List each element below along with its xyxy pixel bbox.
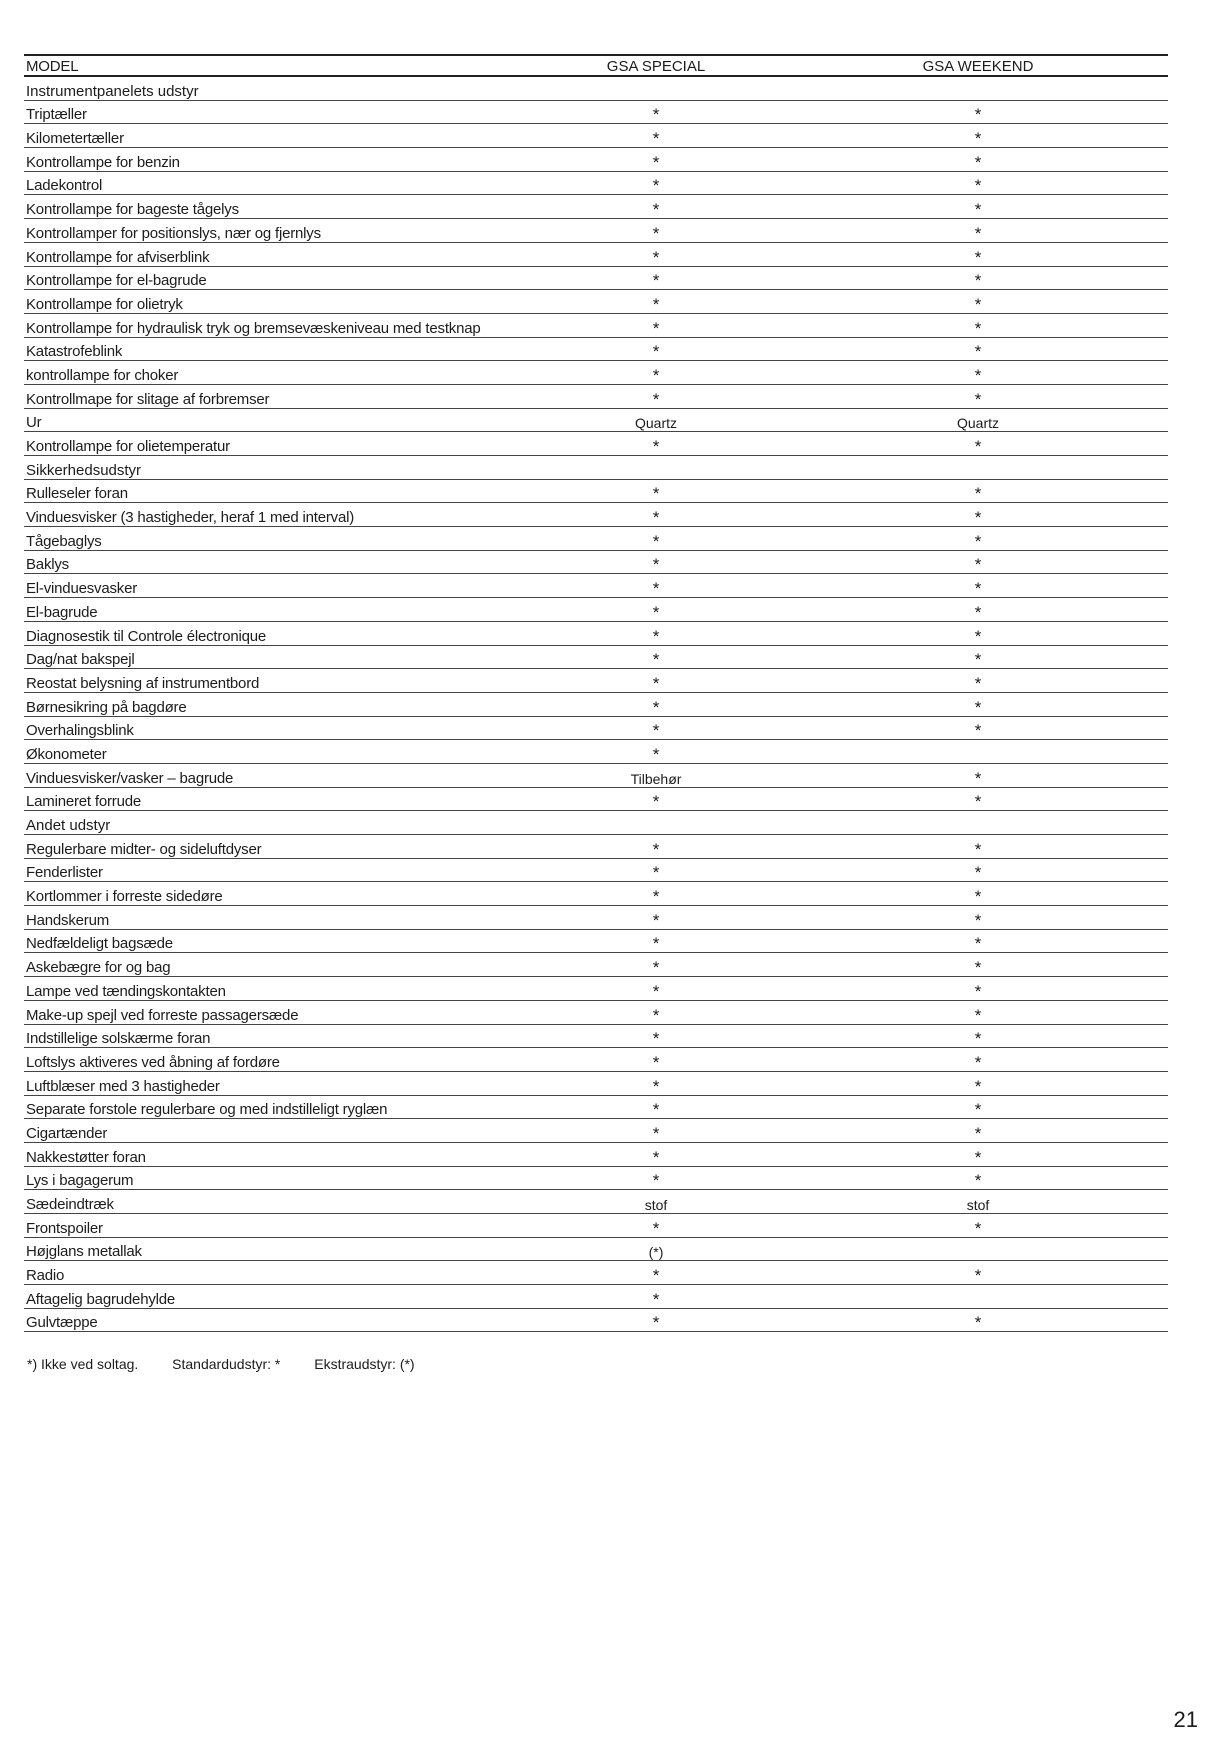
gsa-special-cell: * bbox=[524, 361, 788, 385]
gsa-weekend-cell: * bbox=[788, 1119, 1168, 1143]
table-row bbox=[24, 1119, 1168, 1143]
gsa-weekend-cell: * bbox=[788, 977, 1168, 1001]
feature-cell: Katastrofeblink bbox=[24, 337, 524, 361]
gsa-special-cell: * bbox=[524, 835, 788, 859]
table-row bbox=[24, 100, 1168, 124]
gsa-weekend-cell: * bbox=[788, 479, 1168, 503]
gsa-weekend-cell: * bbox=[788, 527, 1168, 551]
gsa-weekend-cell bbox=[788, 740, 1168, 764]
table-row bbox=[24, 645, 1168, 669]
table-row bbox=[24, 692, 1168, 716]
table-header-row bbox=[24, 55, 1168, 76]
gsa-weekend-cell: * bbox=[788, 266, 1168, 290]
feature-cell: Rulleseler foran bbox=[24, 479, 524, 503]
table-row bbox=[24, 1024, 1168, 1048]
table-row bbox=[24, 1095, 1168, 1119]
table-row bbox=[24, 408, 1168, 432]
feature-cell: Radio bbox=[24, 1261, 524, 1285]
footnote-extra-legend: Ekstraudstyr: (*) bbox=[314, 1356, 415, 1372]
table-row bbox=[24, 195, 1168, 219]
gsa-special-cell: * bbox=[524, 906, 788, 930]
feature-cell: Kilometertæller bbox=[24, 124, 524, 148]
table-row bbox=[24, 787, 1168, 811]
feature-cell: Tågebaglys bbox=[24, 527, 524, 551]
gsa-special-cell: * bbox=[524, 882, 788, 906]
feature-cell: Triptæller bbox=[24, 100, 524, 124]
gsa-special-cell: * bbox=[524, 858, 788, 882]
table-row bbox=[24, 148, 1168, 172]
gsa-special-cell: * bbox=[524, 1095, 788, 1119]
feature-cell: Handskerum bbox=[24, 906, 524, 930]
gsa-special-cell: * bbox=[524, 432, 788, 456]
gsa-weekend-cell: * bbox=[788, 503, 1168, 527]
feature-cell: Kontrollampe for bageste tågelys bbox=[24, 195, 524, 219]
section-header-row bbox=[24, 456, 1168, 480]
gsa-special-cell: * bbox=[524, 124, 788, 148]
feature-cell: Nakkestøtter foran bbox=[24, 1142, 524, 1166]
table-row bbox=[24, 858, 1168, 882]
feature-cell: Lys i bagagerum bbox=[24, 1166, 524, 1190]
table-row bbox=[24, 361, 1168, 385]
gsa-special-cell: * bbox=[524, 669, 788, 693]
gsa-weekend-cell: * bbox=[788, 1071, 1168, 1095]
table-row bbox=[24, 835, 1168, 859]
gsa-weekend-cell: * bbox=[788, 669, 1168, 693]
table-row bbox=[24, 621, 1168, 645]
feature-cell: Økonometer bbox=[24, 740, 524, 764]
table-row bbox=[24, 1214, 1168, 1238]
feature-cell: Kontrollampe for olietemperatur bbox=[24, 432, 524, 456]
table-row bbox=[24, 669, 1168, 693]
gsa-special-cell: * bbox=[524, 787, 788, 811]
gsa-weekend-cell: * bbox=[788, 550, 1168, 574]
table-row bbox=[24, 1142, 1168, 1166]
gsa-weekend-cell: * bbox=[788, 100, 1168, 124]
feature-cell: Baklys bbox=[24, 550, 524, 574]
footnote bbox=[27, 1356, 445, 1372]
feature-cell: Indstillelige solskærme foran bbox=[24, 1024, 524, 1048]
gsa-special-cell: * bbox=[524, 692, 788, 716]
gsa-weekend-cell: * bbox=[788, 171, 1168, 195]
header-model: MODEL bbox=[24, 55, 524, 76]
feature-cell: Kontrollampe for benzin bbox=[24, 148, 524, 172]
gsa-special-cell: * bbox=[524, 1024, 788, 1048]
gsa-weekend-cell: * bbox=[788, 882, 1168, 906]
feature-cell: Gulvtæppe bbox=[24, 1308, 524, 1332]
feature-cell: Frontspoiler bbox=[24, 1214, 524, 1238]
gsa-special-cell: * bbox=[524, 574, 788, 598]
table-row bbox=[24, 716, 1168, 740]
gsa-weekend-cell: * bbox=[788, 621, 1168, 645]
gsa-weekend-cell: * bbox=[788, 432, 1168, 456]
feature-cell: Lampe ved tændingskontakten bbox=[24, 977, 524, 1001]
header-gsa-special: GSA SPECIAL bbox=[524, 55, 788, 76]
feature-cell: Separate forstole regulerbare og med indstilleligt ryglæn bbox=[24, 1095, 524, 1119]
feature-cell: Vinduesvisker (3 hastigheder, heraf 1 med interval) bbox=[24, 503, 524, 527]
table-row bbox=[24, 219, 1168, 243]
gsa-weekend-cell: * bbox=[788, 219, 1168, 243]
gsa-weekend-cell: * bbox=[788, 692, 1168, 716]
feature-cell: Askebægre for og bag bbox=[24, 953, 524, 977]
table-row bbox=[24, 977, 1168, 1001]
feature-cell: Dag/nat bakspejl bbox=[24, 645, 524, 669]
gsa-special-cell: * bbox=[524, 1048, 788, 1072]
gsa-special-cell: * bbox=[524, 929, 788, 953]
feature-cell: Kortlommer i forreste sidedøre bbox=[24, 882, 524, 906]
section-header-row bbox=[24, 76, 1168, 100]
gsa-special-cell: * bbox=[524, 195, 788, 219]
gsa-weekend-cell: * bbox=[788, 929, 1168, 953]
gsa-special-cell: * bbox=[524, 953, 788, 977]
gsa-special-cell: * bbox=[524, 242, 788, 266]
gsa-special-cell: Tilbehør bbox=[524, 763, 788, 787]
gsa-weekend-cell: stof bbox=[788, 1190, 1168, 1214]
gsa-weekend-cell: * bbox=[788, 148, 1168, 172]
table-row bbox=[24, 953, 1168, 977]
feature-cell: Loftslys aktiveres ved åbning af fordøre bbox=[24, 1048, 524, 1072]
table-row bbox=[24, 242, 1168, 266]
gsa-special-cell: * bbox=[524, 598, 788, 622]
feature-cell: Reostat belysning af instrumentbord bbox=[24, 669, 524, 693]
table-row bbox=[24, 1071, 1168, 1095]
table-row bbox=[24, 598, 1168, 622]
feature-cell: El-vinduesvasker bbox=[24, 574, 524, 598]
gsa-weekend-cell: * bbox=[788, 574, 1168, 598]
feature-cell: Ur bbox=[24, 408, 524, 432]
gsa-special-cell: * bbox=[524, 266, 788, 290]
table-row bbox=[24, 1261, 1168, 1285]
gsa-special-cell: * bbox=[524, 1214, 788, 1238]
gsa-special-cell: * bbox=[524, 313, 788, 337]
gsa-special-cell: * bbox=[524, 550, 788, 574]
gsa-weekend-cell: * bbox=[788, 787, 1168, 811]
table-row bbox=[24, 337, 1168, 361]
table-row bbox=[24, 503, 1168, 527]
gsa-weekend-cell: * bbox=[788, 1095, 1168, 1119]
gsa-weekend-cell: * bbox=[788, 1000, 1168, 1024]
feature-cell: Kontrollampe for hydraulisk tryk og bremsevæskeniveau med testknap bbox=[24, 313, 524, 337]
gsa-special-cell: * bbox=[524, 740, 788, 764]
equipment-table bbox=[24, 54, 1168, 1332]
table-row bbox=[24, 1048, 1168, 1072]
gsa-special-cell: * bbox=[524, 645, 788, 669]
gsa-weekend-cell: * bbox=[788, 763, 1168, 787]
feature-cell: Cigartænder bbox=[24, 1119, 524, 1143]
feature-cell: Kontrollmape for slitage af forbremser bbox=[24, 384, 524, 408]
feature-cell: Make-up spejl ved forreste passagersæde bbox=[24, 1000, 524, 1024]
feature-cell: Ladekontrol bbox=[24, 171, 524, 195]
feature-cell: Luftblæser med 3 hastigheder bbox=[24, 1071, 524, 1095]
gsa-weekend-cell: Quartz bbox=[788, 408, 1168, 432]
gsa-weekend-cell: * bbox=[788, 195, 1168, 219]
table-row bbox=[24, 432, 1168, 456]
table-row bbox=[24, 1308, 1168, 1332]
gsa-special-cell: * bbox=[524, 100, 788, 124]
gsa-weekend-cell: * bbox=[788, 953, 1168, 977]
gsa-weekend-cell: * bbox=[788, 1166, 1168, 1190]
gsa-weekend-cell bbox=[788, 1237, 1168, 1261]
gsa-weekend-cell: * bbox=[788, 906, 1168, 930]
table-row bbox=[24, 479, 1168, 503]
feature-cell: Regulerbare midter- og sideluftdyser bbox=[24, 835, 524, 859]
table-row bbox=[24, 290, 1168, 314]
table-row bbox=[24, 527, 1168, 551]
gsa-special-cell: * bbox=[524, 337, 788, 361]
gsa-special-cell: * bbox=[524, 171, 788, 195]
gsa-weekend-cell: * bbox=[788, 313, 1168, 337]
gsa-weekend-cell: * bbox=[788, 1142, 1168, 1166]
gsa-weekend-cell: * bbox=[788, 1261, 1168, 1285]
gsa-weekend-cell: * bbox=[788, 1048, 1168, 1072]
feature-cell: El-bagrude bbox=[24, 598, 524, 622]
gsa-special-cell: * bbox=[524, 621, 788, 645]
section-header-row bbox=[24, 811, 1168, 835]
gsa-weekend-cell: * bbox=[788, 1308, 1168, 1332]
gsa-weekend-cell: * bbox=[788, 1024, 1168, 1048]
gsa-special-cell: (*) bbox=[524, 1237, 788, 1261]
gsa-weekend-cell: * bbox=[788, 290, 1168, 314]
feature-cell: Diagnosestik til Controle électronique bbox=[24, 621, 524, 645]
table-row bbox=[24, 740, 1168, 764]
feature-cell: Kontrollamper for positionslys, nær og fjernlys bbox=[24, 219, 524, 243]
gsa-special-cell: * bbox=[524, 1308, 788, 1332]
gsa-special-cell: * bbox=[524, 1285, 788, 1309]
header-gsa-weekend: GSA WEEKEND bbox=[788, 55, 1168, 76]
feature-cell: Lamineret forrude bbox=[24, 787, 524, 811]
gsa-special-cell: * bbox=[524, 219, 788, 243]
table-row bbox=[24, 1237, 1168, 1261]
gsa-special-cell: * bbox=[524, 1071, 788, 1095]
table-row bbox=[24, 763, 1168, 787]
table-row bbox=[24, 1190, 1168, 1214]
gsa-special-cell: * bbox=[524, 1166, 788, 1190]
gsa-weekend-cell: * bbox=[788, 858, 1168, 882]
gsa-special-cell: * bbox=[524, 148, 788, 172]
feature-cell: Vinduesvisker/vasker – bagrude bbox=[24, 763, 524, 787]
feature-cell: Sædeindtræk bbox=[24, 1190, 524, 1214]
gsa-special-cell: stof bbox=[524, 1190, 788, 1214]
table-row bbox=[24, 124, 1168, 148]
feature-cell: Kontrollampe for el-bagrude bbox=[24, 266, 524, 290]
section-title: Andet udstyr bbox=[24, 811, 1168, 835]
feature-cell: Børnesikring på bagdøre bbox=[24, 692, 524, 716]
gsa-special-cell: * bbox=[524, 977, 788, 1001]
table-row bbox=[24, 171, 1168, 195]
gsa-special-cell: * bbox=[524, 290, 788, 314]
gsa-weekend-cell: * bbox=[788, 1214, 1168, 1238]
gsa-special-cell: * bbox=[524, 479, 788, 503]
table-row bbox=[24, 882, 1168, 906]
footnote-standard-legend: Standardudstyr: * bbox=[172, 1356, 281, 1372]
table-row bbox=[24, 550, 1168, 574]
gsa-special-cell: * bbox=[524, 384, 788, 408]
gsa-weekend-cell: * bbox=[788, 716, 1168, 740]
gsa-weekend-cell: * bbox=[788, 598, 1168, 622]
gsa-special-cell: * bbox=[524, 716, 788, 740]
gsa-special-cell: Quartz bbox=[524, 408, 788, 432]
table-row bbox=[24, 906, 1168, 930]
table-body bbox=[24, 76, 1168, 1332]
table-row bbox=[24, 1000, 1168, 1024]
gsa-special-cell: * bbox=[524, 527, 788, 551]
feature-cell: Højglans metallak bbox=[24, 1237, 524, 1261]
gsa-weekend-cell: * bbox=[788, 384, 1168, 408]
gsa-special-cell: * bbox=[524, 1261, 788, 1285]
gsa-special-cell: * bbox=[524, 1142, 788, 1166]
gsa-weekend-cell: * bbox=[788, 124, 1168, 148]
gsa-special-cell: * bbox=[524, 1119, 788, 1143]
gsa-special-cell: * bbox=[524, 1000, 788, 1024]
table-row bbox=[24, 313, 1168, 337]
footnote-note: *) Ikke ved soltag. bbox=[27, 1356, 139, 1372]
gsa-weekend-cell: * bbox=[788, 242, 1168, 266]
gsa-special-cell: * bbox=[524, 503, 788, 527]
table-row bbox=[24, 1285, 1168, 1309]
table-row bbox=[24, 1166, 1168, 1190]
table-row bbox=[24, 929, 1168, 953]
table-row bbox=[24, 574, 1168, 598]
section-title: Instrumentpanelets udstyr bbox=[24, 76, 1168, 100]
table-row bbox=[24, 384, 1168, 408]
gsa-weekend-cell bbox=[788, 1285, 1168, 1309]
feature-cell: Nedfældeligt bagsæde bbox=[24, 929, 524, 953]
gsa-weekend-cell: * bbox=[788, 361, 1168, 385]
page-number: 21 bbox=[1173, 1707, 1198, 1732]
feature-cell: Kontrollampe for olietryk bbox=[24, 290, 524, 314]
feature-cell: Overhalingsblink bbox=[24, 716, 524, 740]
table-row bbox=[24, 266, 1168, 290]
gsa-weekend-cell: * bbox=[788, 645, 1168, 669]
section-title: Sikkerhedsudstyr bbox=[24, 456, 1168, 480]
feature-cell: Kontrollampe for afviserblink bbox=[24, 242, 524, 266]
feature-cell: kontrollampe for choker bbox=[24, 361, 524, 385]
feature-cell: Fenderlister bbox=[24, 858, 524, 882]
feature-cell: Aftagelig bagrudehylde bbox=[24, 1285, 524, 1309]
gsa-weekend-cell: * bbox=[788, 835, 1168, 859]
gsa-weekend-cell: * bbox=[788, 337, 1168, 361]
